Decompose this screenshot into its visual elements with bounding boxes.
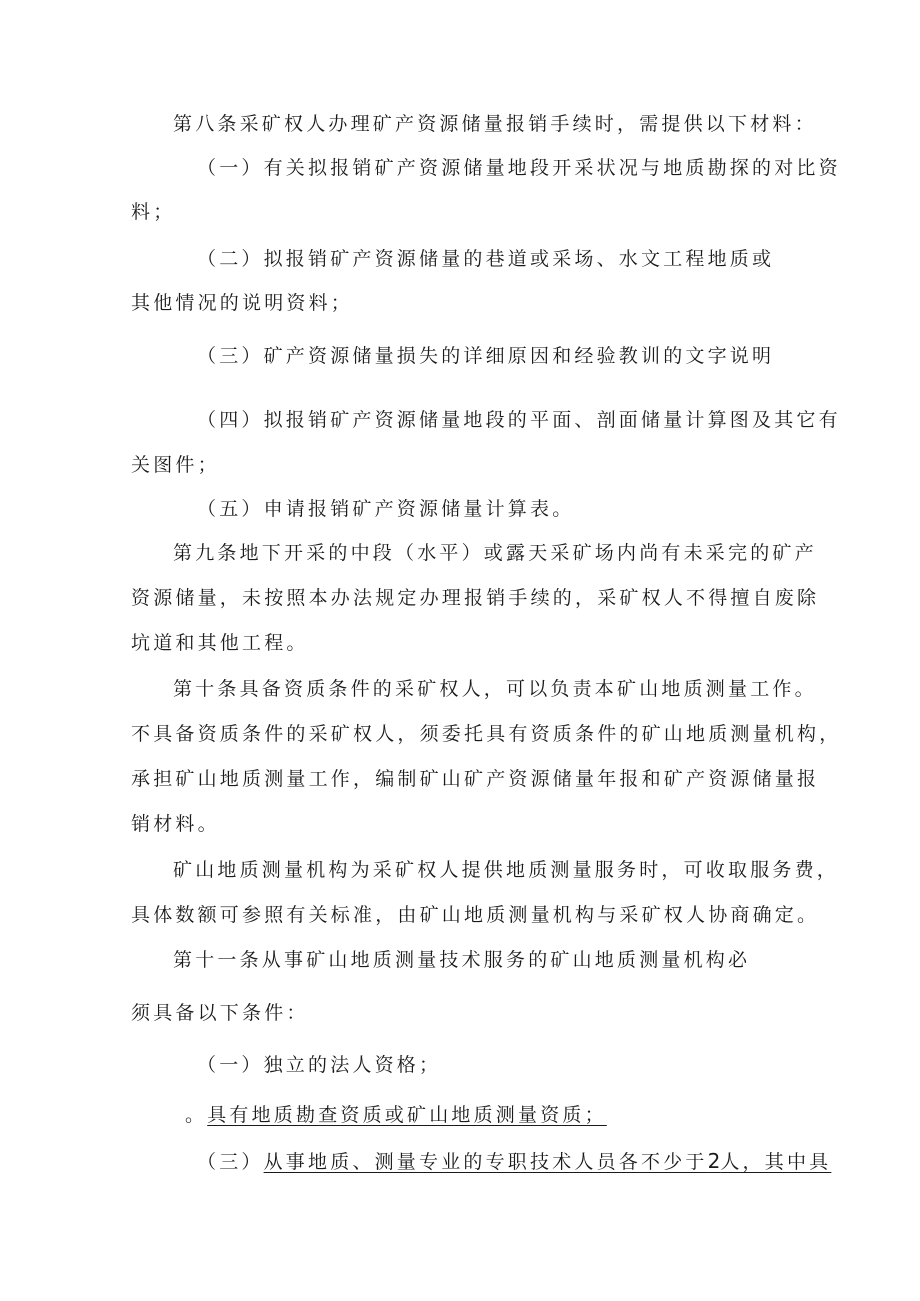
underlined-text: 具有地质勘查资质或矿山地质测量资质；: [207, 1104, 607, 1126]
paragraph-line: （一）有关拟报销矿产资源储量地段开采状况与地质勘探的对比资: [197, 157, 841, 179]
paragraph-line: 须具备以下条件：: [131, 1002, 309, 1024]
paragraph-line: 不具备资质条件的采矿权人，须委托具有资质条件的矿山地质测量机构，: [131, 723, 842, 745]
paragraph-line: 第十条具备资质条件的采矿权人，可以负责本矿山地质测量工作。: [173, 678, 817, 700]
paragraph-line: （三）矿产资源储量损失的详细原因和经验教训的文字说明: [197, 345, 775, 367]
paragraph-line: 资源储量，未按照本办法规定办理报销手续的，采矿权人不得擅自废除: [131, 587, 820, 609]
paragraph-line: （二）拟报销矿产资源储量的巷道或采场、水文工程地质或: [197, 248, 775, 270]
underlined-text: 从事地质、测量专业的专职技术人员各不少于: [263, 1151, 708, 1173]
paragraph-line: 其他情况的说明资料；: [131, 292, 354, 314]
line-prefix: 。: [185, 1104, 208, 1126]
paragraph-line: 承担矿山地质测量工作，编制矿山矿产资源储量年报和矿产资源储量报: [131, 768, 820, 790]
underlined-number: 2: [707, 1149, 721, 1173]
paragraph-line: [185, 1102, 607, 1128]
paragraph-line: 坑道和其他工程。: [131, 632, 309, 654]
line-prefix: （三）: [197, 1151, 264, 1173]
paragraph-line: 第十一条从事矿山地质测量技术服务的矿山地质测量机构必: [173, 949, 751, 971]
paragraph-line: [197, 1148, 831, 1175]
paragraph-line: 料；: [131, 201, 176, 223]
paragraph-line: 具体数额可参照有关标准，由矿山地质测量机构与采矿权人协商确定。: [131, 904, 820, 926]
paragraph-line: （五）申请报销矿产资源储量计算表。: [197, 498, 575, 520]
paragraph-line: 第八条采矿权人办理矿产资源储量报销手续时，需提供以下材料：: [173, 113, 817, 135]
paragraph-line: （四）拟报销矿产资源储量地段的平面、剖面储量计算图及其它有: [197, 409, 841, 431]
paragraph-line: 关图件；: [131, 454, 220, 476]
paragraph-line: 第九条地下开采的中段（水平）或露天采矿场内尚有未采完的矿产: [173, 542, 817, 564]
underlined-text: 人，其中具: [720, 1151, 832, 1173]
paragraph-line: 矿山地质测量机构为采矿权人提供地质测量服务时，可收取服务费，: [173, 859, 840, 881]
paragraph-line: （一）独立的法人资格；: [197, 1054, 442, 1076]
paragraph-line: 销材料。: [131, 813, 220, 835]
